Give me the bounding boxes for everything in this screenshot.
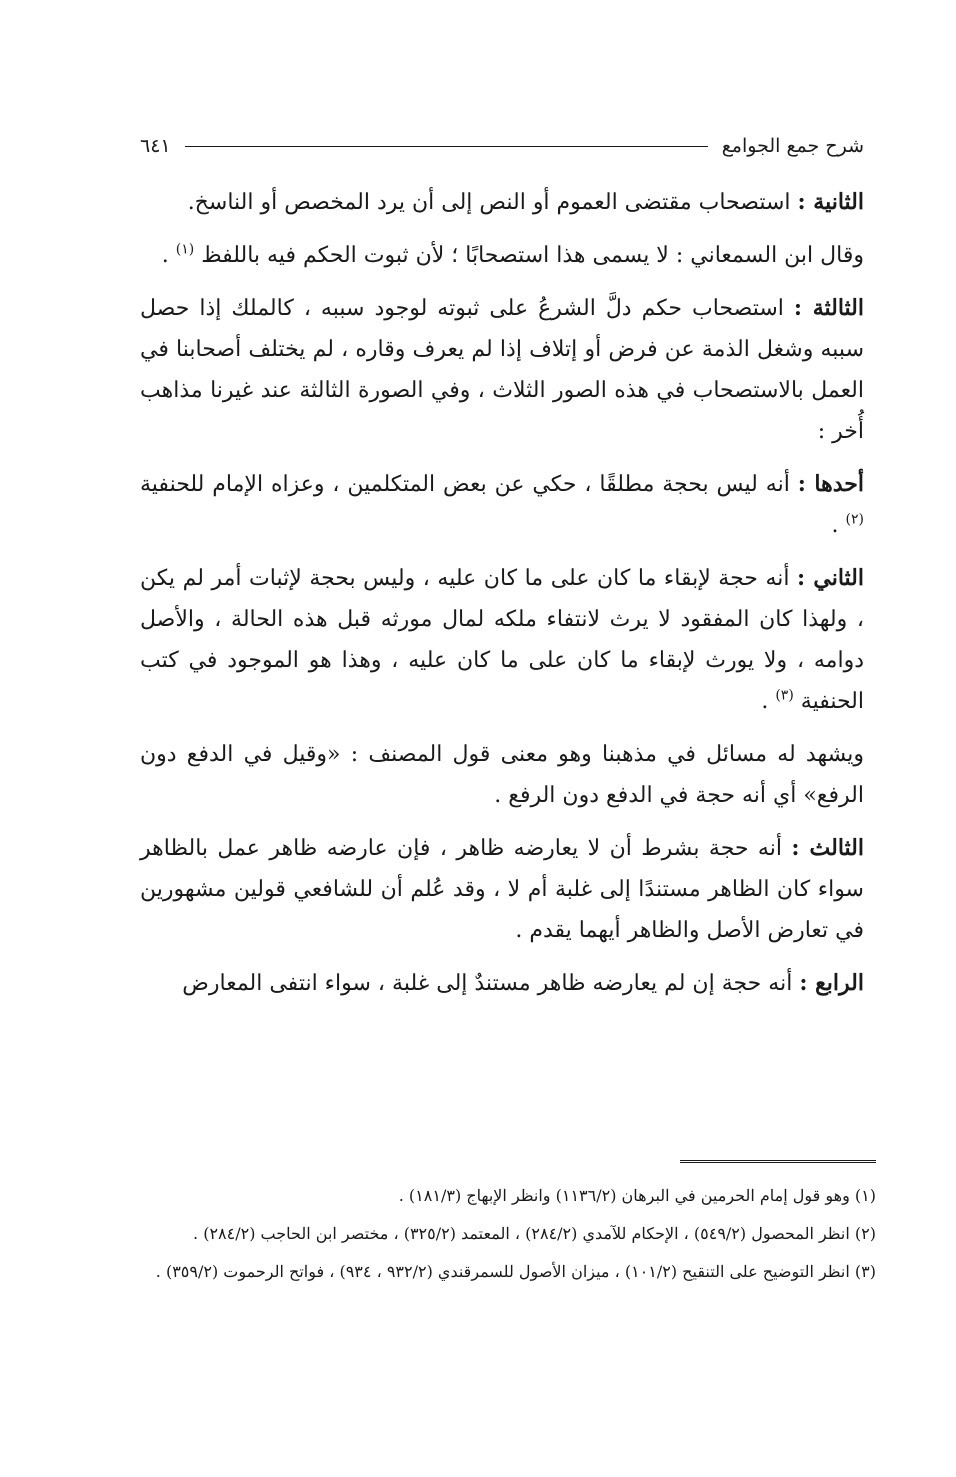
- footnote: (٢) انظر المحصول (٥٤٩/٢) ، الإحكام للآمدي (٢٨٤/٢) ، المعتمد (٣٢٥/٢) ، مختصر ابن الحاجب (٢٨٤/٢) .: [193, 1224, 876, 1243]
- paragraph-term: الرابع :: [799, 970, 864, 996]
- paragraph-text: أنه حجة لإبقاء ما كان على ما كان عليه ، وليس بحجة لإثبات أمر لم يكن ، ولهذا كان المفقود لا يرث لانتفاء ملكه لمال مورثه قبل هذه الحالة ، والأصل دوامه ، ولا يورث لإبقاء ما كان على ما كان عليه ، وهذا هو الموجود في كتب الحنفية: [140, 566, 864, 714]
- paragraph-tail: .: [761, 689, 776, 714]
- paragraph: [140, 235, 864, 276]
- paragraph: [140, 464, 864, 546]
- footnote-ref: (٢): [845, 511, 864, 528]
- paragraph: [140, 734, 864, 816]
- paragraph-text: وقال ابن السمعاني : لا يسمى هذا استصحابًا ؛ لأن ثبوت الحكم فيه باللفظ: [194, 243, 864, 268]
- footnote: (٣) انظر التوضيح على التنقيح (١٠١/٢) ، ميزان الأصول للسمرقندي (٩٣٢/٢ ، ٩٣٤) ، فواتح الرحموت (٣٥٩/٢) .: [155, 1262, 876, 1281]
- paragraph-text: استصحاب مقتضى العموم أو النص إلى أن يرد المخصص أو الناسخ.: [187, 190, 798, 215]
- paragraph-tail: .: [161, 243, 176, 268]
- paragraph: [140, 558, 864, 722]
- body-text: [140, 182, 864, 1016]
- paragraph-text: ويشهد له مسائل في مذهبنا وهو معنى قول المصنف : «وقيل في الدفع دون الرفع» أي أنه حجة في الدفع دون الرفع .: [140, 742, 864, 808]
- paragraph-term: الثانية :: [797, 189, 864, 215]
- footnote-separator: [680, 1160, 876, 1163]
- paragraph: [140, 182, 864, 223]
- paragraph-term: الثالث :: [791, 835, 864, 861]
- footnote-ref: (٣): [775, 687, 794, 704]
- footnote: (١) وهو قول إمام الحرمين في البرهان (١١٣٦/٢) وانظر الإبهاج (١٨١/٣) .: [398, 1186, 876, 1205]
- footnote-ref: (١): [175, 241, 195, 258]
- footnotes: [140, 1180, 876, 1294]
- paragraph: [140, 828, 864, 951]
- paragraph-text: أنه ليس بحجة مطلقًا ، حكي عن بعض المتكلمين ، وعزاه الإمام للحنفية: [140, 472, 798, 497]
- running-header-title: شرح جمع الجوامع: [721, 135, 864, 157]
- paragraph-text: أنه حجة إن لم يعارضه ظاهر مستندٌ إلى غلبة ، سواء انتفى المعارض: [182, 971, 800, 996]
- paragraph-tail: .: [831, 513, 846, 538]
- paragraph-text: أنه حجة بشرط أن لا يعارضه ظاهر ، فإن عارضه ظاهر عمل بالظاهر سواء كان الظاهر مستندًا إلى غلبة أم لا ، وقد عُلم أن للشافعي قولين مشهورين في تعارض الأصل والظاهر أيهما يقدم .: [140, 836, 864, 943]
- paragraph-term: الثالثة :: [793, 295, 864, 321]
- paragraph-term: أحدها :: [797, 471, 864, 497]
- paragraph-text: استصحاب حكم دلَّ الشرعُ على ثبوته لوجود سببه ، كالملك إذا حصل سببه وشغل الذمة عن فرض أو إتلاف إذا لم يعرف وقاره ، لم يختلف أصحابنا في العمل بالاستصحاب في هذه الصور الثلاث ، وفي الصورة الثالثة عند غيرنا مذاهب أُخر :: [140, 296, 864, 444]
- paragraph: [140, 963, 864, 1004]
- header-rule: [185, 146, 708, 147]
- running-header: [140, 128, 864, 164]
- paragraph-term: الثاني :: [797, 565, 864, 591]
- paragraph: [140, 288, 864, 452]
- page-number: ٦٤١: [140, 135, 171, 157]
